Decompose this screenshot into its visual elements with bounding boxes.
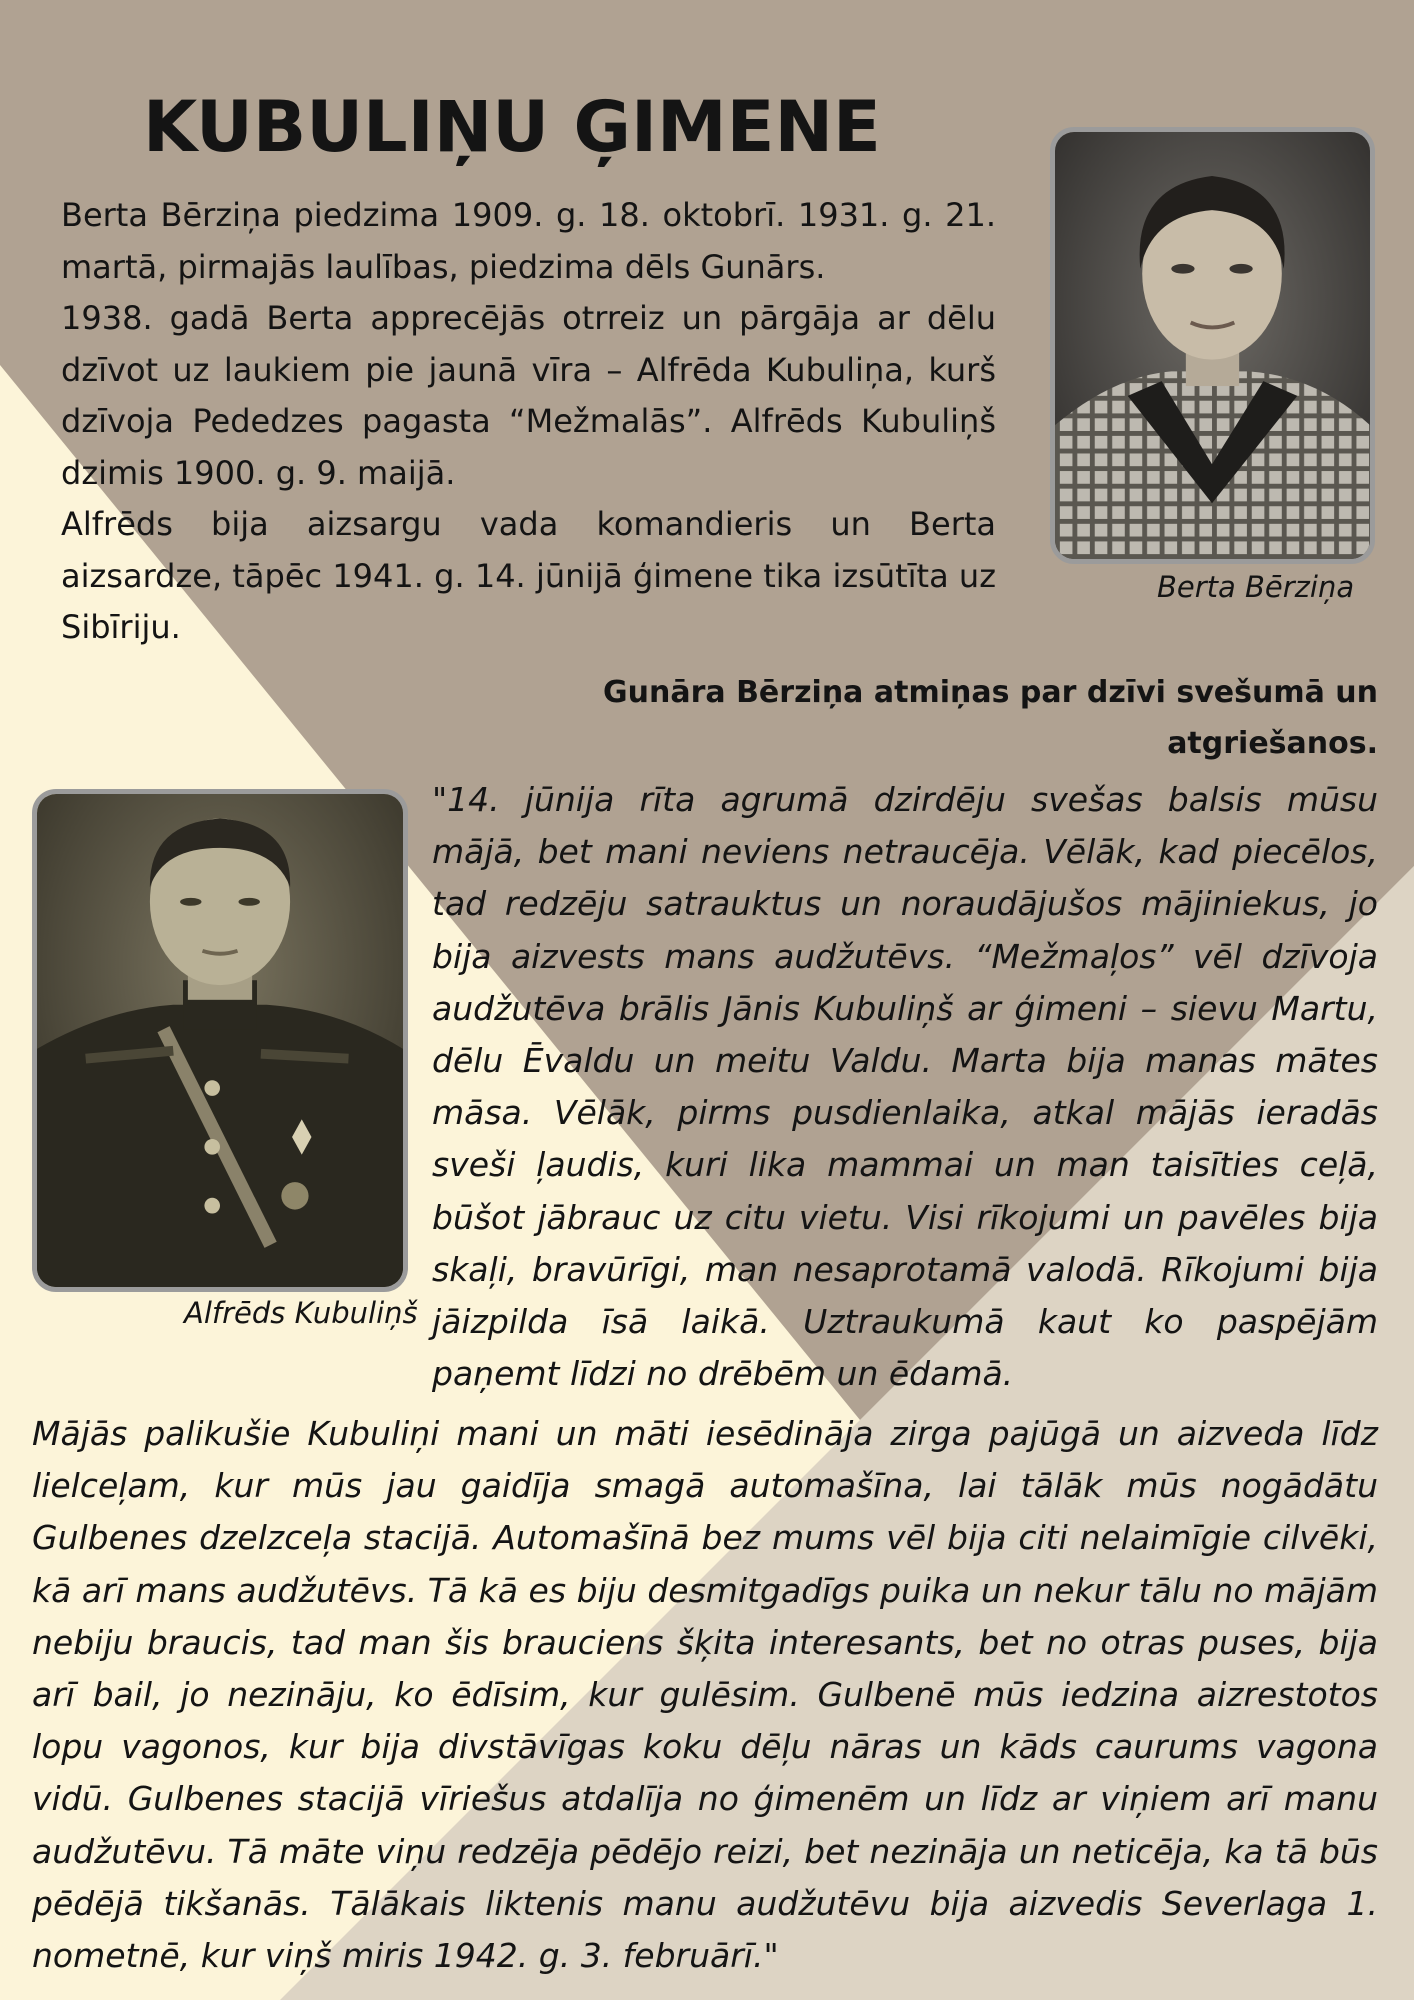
- intro-paragraph: Berta Bērziņa piedzima 1909. g. 18. oktobrī. 1931. g. 21. martā, pirmajās laulības, piedzima dēls Gunārs.: [61, 196, 996, 286]
- memoir-paragraph-1: "14. jūnija rīta agrumā dzirdēju svešas balsis mūsu mājā, bet mani neviens netraucēja. Vēlāk, kad piecēlos, tad redzēju satrauktus un noraudājušos mājiniekus, jo bija aizvests mans audžutēvs. “Mežmaļos” vēl dzīvoja audžutēva brālis Jānis Kubuliņš ar ģimeni – sievu Martu, dēlu Ēvaldu un meitu Valdu. Marta bija manas mātes māsa. Vēlāk, pirms pusdienlaika, atkal mājās ieradās sveši ļaudis, kuri lika mammai un man taisīties ceļā, būšot jābrauc uz citu vietu. Visi rīkojumi un pavēles bija skaļi, bravūrīgi, man nesaprotamā valodā. Rīkojumi bija jāizpilda īsā laikā. Uztraukumā kaut ko paspējām paņemt līdzi no drēbēm un ēdamā.: [432, 780, 1378, 1394]
- intro-paragraph: 1938. gadā Berta apprecējās otrreiz un pārgāja ar dēlu dzīvot uz laukiem pie jaunā vīra – Alfrēda Kubuliņa, kurš dzīvoja Pededzes pagasta “Mežmalās”. Alfrēds Kubuliņš dzimis 1900. g. 9. maijā.: [61, 299, 996, 492]
- berta-photo: [1050, 127, 1375, 564]
- memoir-subtitle: Gunāra Bērziņa atmiņas par dzīvi svešumā un atgriešanos.: [603, 675, 1378, 761]
- berta-portrait-image: [1055, 132, 1370, 559]
- memoir-paragraph-2: Mājās palikušie Kubuliņi mani un māti iesēdināja zirga pajūgā un aizveda līdz lielceļam, kur mūs jau gaidīja smagā automašīna, lai tālāk mūs nogādātu Gulbenes dzelzceļa stacijā. Automašīnā bez mums vēl bija citi nelaimīgie cilvēki, kā arī mans audžutēvs. Tā kā es biju desmitgadīgs puika un nekur tālu no mājām nebiju braucis, tad man šis brauciens šķita interesants, bet no otras puses, bija arī bail, jo nezināju, ko ēdīsim, kur gulēsim. Gulbenē mūs iedzina aizrestotos lopu vagonos, kur bija divstāvīgas koku dēļu nāras un kāds caurums vagona vidū. Gulbenes stacijā vīriešus atdalīja no ģimenēm un līdz ar viņiem arī manu audžutēvu. Tā māte viņu redzēja pēdējo reizi, bet nezināja un neticēja, ka tā būs pēdējā tikšanās. Tālākais liktenis manu audžutēvu bija aizvedis Severlaga 1. nometnē, kur viņš miris 1942. g. 3. februārī.": [32, 1414, 1378, 1976]
- page-title: KUBULIŅU ĢIMENE: [143, 86, 881, 168]
- memoir-block: [32, 774, 1378, 1982]
- berta-caption: Berta Bērziņa: [1157, 570, 1355, 604]
- photo-float-spacer: [32, 774, 432, 1408]
- alfreds-caption: Alfrēds Kubuliņš: [184, 1296, 418, 1330]
- intro-paragraph: Alfrēds bija aizsargu vada komandieris un Berta aizsardze, tāpēc 1941. g. 14. jūnijā ģimene tika izsūtīta uz Sibīriju.: [61, 505, 996, 646]
- intro-text: [61, 190, 996, 654]
